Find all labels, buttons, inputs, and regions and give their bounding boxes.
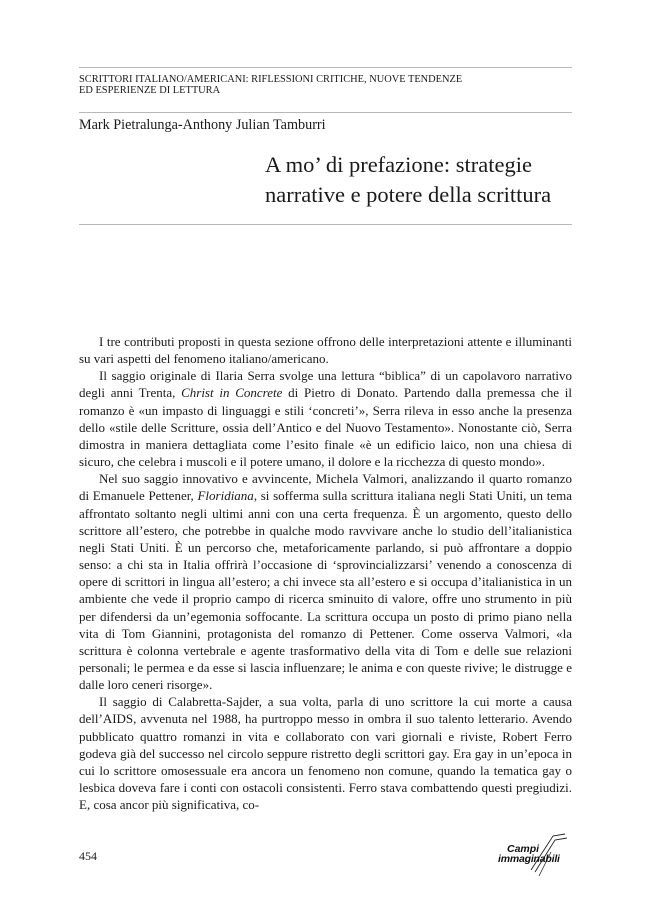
book-title-floridiana: Floridiana xyxy=(197,488,254,504)
paragraph-3-text-b: , si sofferma sulla scrittura italiana negli Stati Uniti, un tema affrontato soltanto negli ultimi anni con una certa frequenza. È un argomento, questo dello scrittore all’estero, che potrebbe in qualche modo ravvivare anche lo studio dell’italianistica negli Stati Uniti. È un percorso che, metaforicamente parlando, si può affrontare a doppio senso: a chi sta in Italia offrirà l’occasione di ‘sprovincializzarsi’ venendo a conoscenza di opere di scrittori in lingua all’estero; a chi invece sta all’estero e si occupa d’italianistica in un ambiente che vede il proprio campo di ricerca sminuito di valore, offre uno strumento in più per difendersi da un’egemonia soffocante. La scrittura occupa un posto di primo piano nella vita di Tom Giannini, protagonista del romanzo di Pettener. Come osserva Valmori, «la scrittura è colonna vertebrale e agente trasformativo della vita di Tom e delle sue relazioni personali; le permea e da esse si lascia influenzare; le anima e con queste rivive; le distrugge e dalle loro ceneri risorge». xyxy=(79,488,572,693)
paragraph-2 xyxy=(79,367,572,470)
paragraph-2-text-b: di Pietro di Donato. Partendo dalla premessa che il romanzo è «un impasto di linguaggi e stili ‘concreti’», Serra rileva in esso anche la presenza dello «stile delle Scritture, ossia dell’Antico e del Nuovo Testamento». Nonostante ciò, Serra dimostra in maniera dettagliata come l’esito finale «è un edificio laico, non una chiesa di sicuro, che celebra i muscoli e il potere umano, il dolore e la ricchezza di questo mondo». xyxy=(79,385,573,470)
section-heading xyxy=(79,74,572,96)
section-rule xyxy=(79,112,572,113)
section-heading-line-1: SCRITTORI ITALIANO/AMERICANI: RIFLESSIONI CRITICHE, NUOVE TENDENZE xyxy=(79,74,463,85)
page-number: 454 xyxy=(79,849,97,863)
paragraph-2-text-a: Il saggio originale di Ilaria Serra svolge una lettura “biblica” di un capolavoro narrativo degli anni Trenta, xyxy=(79,368,572,401)
article-body xyxy=(79,333,572,813)
paragraph-3 xyxy=(79,470,572,693)
article-title-line-1: A mo’ di prefazione: strategie xyxy=(265,152,532,177)
logo-text-line-1: Campi xyxy=(507,843,540,855)
section-heading-line-2: ED ESPERIENZE DI LETTURA xyxy=(79,85,221,96)
article-authors: Mark Pietralunga-Anthony Julian Tamburri xyxy=(79,117,326,133)
top-rule xyxy=(79,67,572,68)
journal-logo xyxy=(495,832,580,878)
logo-text-line-2: immaginabili xyxy=(498,853,560,865)
book-title-christ-in-concrete: Christ in Concrete xyxy=(181,385,283,401)
title-rule xyxy=(79,224,572,225)
paragraph-4: Il saggio di Calabretta-Sajder, a sua volta, parla di uno scrittore la cui morte a causa dell’AIDS, avvenuta nel 1988, ha purtroppo messo in ombra il suo talento letterario. Avendo pubblicato quattro romanzi in vita e collaborato con vari giornali e riviste, Robert Ferro godeva già del successo nel circolo seppure ristretto degli scrittori gay. Era gay in un’epoca in cui lo scrittore omosessuale era ancora un fenomeno non comune, quando la tematica gay o lesbica doveva fare i conti con ostacoli consistenti. Ferro stava combattendo questi pregiudizi. E, cosa ancor più significativa, co- xyxy=(79,694,572,813)
article-title xyxy=(265,150,575,210)
article-title-line-2: narrative e potere della scrittura xyxy=(265,182,552,207)
paragraph-1: I tre contributi proposti in questa sezione offrono delle interpretazioni attente e illuminanti su vari aspetti del fenomeno italiano/americano. xyxy=(79,334,572,367)
paragraph-3-text-a: Nel suo saggio innovativo e avvincente, Michela Valmori, analizzando il quarto romanzo di Emanuele Pettener, xyxy=(79,471,572,504)
